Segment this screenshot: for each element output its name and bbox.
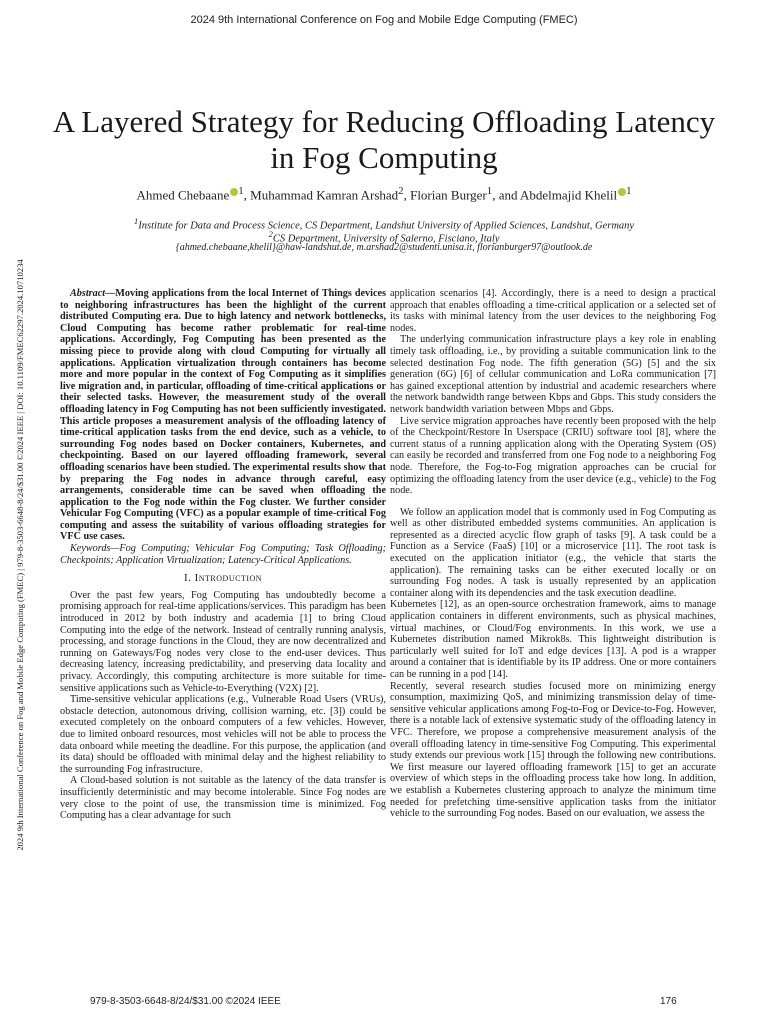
affiliation-superscript: 2	[268, 229, 273, 239]
author-superscript: 1	[486, 185, 493, 197]
author-superscript: 1	[626, 185, 632, 197]
body-paragraph: We follow an application model that is commonly used in Fog Computing as well as other distributed embedded systems communities. An application is represented as a directed acyclic flow graph of tasks [9]. A task could be a Function as a Service (FaaS) [10] or a microservice [11]. The root task is executed on the application initiator (e.g., the vehicle that starts the application). The remaining tasks can be either executed locally or on surrounding Fog nodes. A task is usually represented by an application container along with its dependencies and the task execution deadline.	[390, 506, 716, 599]
affiliation-text: Institute for Data and Process Science, CS Department, Landshut University of Applied Sciences, Landshut, Germany	[138, 220, 635, 232]
section-title: Introduction	[194, 572, 263, 585]
section-heading	[60, 573, 386, 585]
body-paragraph: Live service migration approaches have recently been proposed with the help of the Checkpoint/Restore In Userspace (CRIU) software tool [8], where the current status of a running application along with the Operating System (OS) can easily be recorded and transferred from one Fog node to a neighboring Fog node. Therefore, the Fog-to-Fog migration approaches can be crucial for optimizing the offloading latency from the user device (e.g., vehicle) to the Fog node.	[390, 415, 716, 497]
author-separator: ,	[243, 187, 251, 203]
right-column	[390, 288, 716, 820]
abstract	[60, 288, 386, 543]
section-number: I.	[183, 572, 192, 585]
sidebar-doi-text: 2024 9th International Conference on Fog and Mobile Edge Computing (FMEC) | 979-8-3503-6648-8/24/$31.00 ©2024 IEEE | DOI: 10.1109/FMEC62297.2024.10710234	[15, 259, 25, 851]
affiliation-superscript: 1	[133, 216, 139, 226]
author-name: Ahmed Chebaane	[136, 187, 230, 203]
author-name: Florian Burger	[410, 187, 487, 203]
left-column	[60, 288, 386, 822]
keywords: Keywords—Fog Computing; Vehicular Fog Computing; Task Offloading; Checkpoints; Application Virtualization; Latency-Critical Applications.	[60, 543, 386, 566]
conference-header: 2024 9th International Conference on Fog and Mobile Edge Computing (FMEC)	[190, 14, 578, 26]
author-name: Muhammad Kamran Arshad	[250, 187, 399, 203]
abstract-label: Abstract	[70, 288, 106, 299]
author-separator: , and	[492, 187, 520, 203]
body-paragraph: The underlying communication infrastructure plays a key role in enabling timely task offloading, i.e., by providing a suitable communication link to the selected destination Fog node. The fifth generation (5G) [5] and the six generation (6G) [6] of cellular communication and LoRa communication [7] has gained exceptional attention by industrial and academic researchers where the network bandwidth range between Kbps and Gbps. This study considers the network bandwidth variation between Mbps and Gbps.	[390, 334, 716, 415]
author-list	[0, 185, 768, 203]
paper-title: A Layered Strategy for Reducing Offloading Latency in Fog Computing	[52, 104, 716, 175]
body-paragraph: Kubernetes [12], as an open-source orchestration framework, aims to manage application containers in different environments, such as physical machines, virtual machines, or Cloud/Fog environments. In this work, we use a Kubernetes distribution named Mikrok8s. This lightweight distribution is particularly well suited for IoT and edge devices [13]. A pod is a wrapper around a container that is identifiable by its IP address. One or more containers can be running in a pod [14].	[390, 599, 716, 680]
body-paragraph: Over the past few years, Fog Computing has undoubtedly become a promising approach for real-time applications/services. This paradigm has been introduced in 2012 by both industry and academia [1] to bring Cloud Computing into the edge of the network. Instead of centrally running analysis, processing, and storage functions in the Cloud, they are now decentralized and running on Gateways/Fog nodes very close to the end-user devices. Thus decreasing latency, increasing predictability, and preserving data locality and privacy. Accordingly, this computing architecture is more suitable for time-sensitive applications such as Vehicle-to-Everything (V2X) [2].	[60, 589, 386, 694]
author-separator: ,	[403, 187, 411, 203]
author-superscript: 2	[398, 185, 404, 197]
author-superscript: 1	[238, 185, 244, 197]
orcid-icon[interactable]	[618, 188, 626, 196]
body-paragraph: Time-sensitive vehicular applications (e.g., Vulnerable Road Users (VRUs), obstacle detection, autonomous driving, collision warning, etc. [3]) could be executed completely on the onboard computers of a few vehicles. However, due to limited onboard resources, most vehicles will not be able to process the data onboard while meeting the deadline. For this purpose, the application (and its data) should be offloaded with minimal delay and the highest reliability to the surrounding Fog infrastructure.	[60, 694, 386, 775]
body-paragraph: Recently, several research studies focused more on minimizing energy consumption, maximizing QoS, and minimizing transmission delay of time-sensitive vehicular applications among Fog-to-Fog or Device-to-Fog. However, there is a notable lack of extensive systematic study of the offloading latency in VFC. Therefore, we propose a comprehensive measurement analysis of the overall offloading latency in time-sensitive Fog Computing. This experimental study extends our previous work [15] through the following new contributions. We first measure our layered offloading framework [15] to get an accurate overview of which steps in the offloading process take how long. In addition, we establish a Kubernetes clustering approach to analyze the minimum time needed for prefetching time-sensitive application tasks from the initiator vehicle to the surrounding Fog nodes. Based on our evaluation, we assess the	[390, 680, 716, 820]
author-name: Abdelmajid Khelil	[520, 187, 618, 203]
body-paragraph: application scenarios [4]. Accordingly, there is a need to design a practical approach that enables offloading a time-critical application or a selected set of its tasks with minimal latency from the user devices to the neighboring Fog nodes.	[390, 288, 716, 334]
page-number: 176	[660, 996, 677, 1007]
footer-isbn: 979-8-3503-6648-8/24/$31.00 ©2024 IEEE	[90, 996, 281, 1007]
affiliation-text: CS Department, University of Salerno, Fisciano, Italy	[272, 233, 500, 245]
body-paragraph: A Cloud-based solution is not suitable as the latency of the data transfer is insufficiently deterministic and may become intolerable. Since Fog nodes are very close to the point of use, the transmission time is minimized. Fog Computing has a clear advantage for such	[60, 775, 386, 822]
abstract-text: —Moving applications from the local Internet of Things devices to neighboring infrastructures has been the highlight of the current distributed Computing era. Due to high latency and network bottlenecks, Cloud Computing has become rather problematic for real-time applications. Accordingly, Fog Computing has been presented as the missing piece to provide along with cloud Computing for virtually all applications. Application virtualization through containers has become more and more popular in the context of Fog Computing as it simplifies live migration and, in particular, offloading of time-critical applications or their selected tasks. However, the measurement study of the overall offloading latency in Fog Computing has not been sufficiently investigated. This article proposes a measurement analysis of the offloading latency of time-critical application tasks from the end device, such as a vehicle, to surrounding Fog nodes based on Docker containers, Kubernetes, and checkpointing. Based on our layered offloading framework, several offloading scenarios have been studied. The experimental results show that by preparing the Fog nodes in advance through careful, easy arrangements, considerable time can be saved when offloading the application to the Fog node within the Fog cluster. We further consider Vehicular Fog Computing (VFC) as a popular example of time-critical Fog computing and assess the suitability of various offloading strategies for VFC use cases.	[60, 288, 386, 543]
author-emails: {ahmed.chebaane,khelil}@haw-landshut.de, m.arshad2@studenti.unisa.it, florianburger97@outlook.de	[175, 242, 593, 253]
